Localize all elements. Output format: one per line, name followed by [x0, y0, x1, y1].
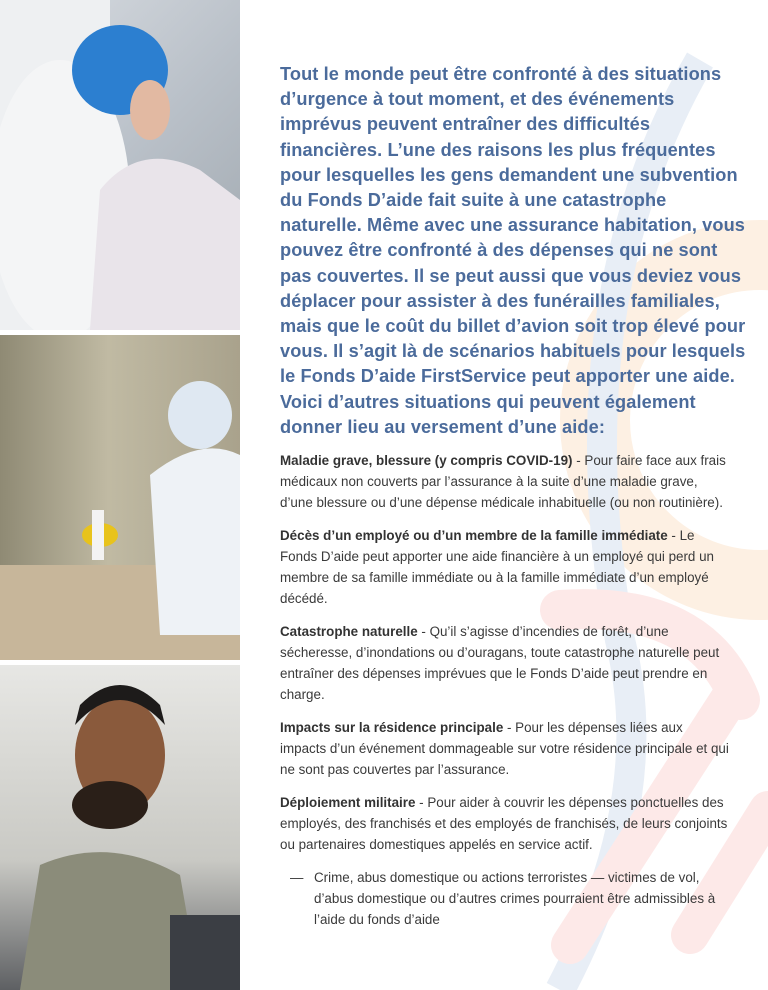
situation-title: Impacts sur la résidence principale: [280, 720, 504, 736]
situation-item: [280, 525, 732, 609]
situation-item: [280, 621, 732, 705]
situation-text: - Le Fonds D’aide peut apporter une aide financière à un employé qui perd un membre de sa famille immédiate ou à la famille immédiate d’un employé décédé.: [280, 528, 714, 607]
situation-text: - Pour aider à couvrir les dépenses ponctuelles des employés, des franchisés et des employés de franchisés, de leurs conjoints ou partenaires domestiques appelés en service actif.: [280, 795, 728, 853]
situation-title: Décès d’un employé ou d’un membre de la famille immédiate: [280, 528, 668, 544]
situation-text: - Pour faire face aux frais médicaux non couverts par l’assurance à la suite d’une maladie grave, d’une blessure ou d’une dépense médicale inhabituelle (ou non routinière).: [280, 453, 726, 511]
patient-in-hospital-bed-photo: [0, 0, 240, 330]
situation-title: Déploiement militaire: [280, 795, 416, 811]
situation-item: [280, 792, 732, 855]
worried-man-photo: [0, 665, 240, 990]
mold-cleaning-worker-photo: [0, 335, 240, 660]
situation-text: - Qu’il s’agisse d’incendies de forêt, d’une sécheresse, d’inondations ou d’ouragans, toute catastrophe naturelle peut entraîner des dépenses imprévues que le Fonds D’aide peut prendre en charge.: [280, 624, 720, 703]
situation-text: - Pour les dépenses liées aux impacts d’un événement dommageable sur votre résidence principale et qui ne sont pas couvertes par l’assurance.: [280, 720, 729, 778]
situation-title: Maladie grave, blessure (y compris COVID-19): [280, 453, 573, 469]
article-content: [280, 62, 752, 930]
bullet-text: Crime, abus domestique ou actions terroristes — victimes de vol, d’abus domestique ou d’autres crimes pourraient être admissibles à l’aide du fonds d’aide: [314, 870, 716, 928]
situation-item: [280, 450, 732, 513]
bullet-item: [290, 867, 730, 930]
photo-column: [0, 0, 240, 990]
situation-item: [280, 717, 732, 780]
dash-marker: —: [290, 870, 304, 886]
situation-title: Catastrophe naturelle: [280, 624, 418, 640]
intro-paragraph: Tout le monde peut être confronté à des situations d’urgence à tout moment, et des événements imprévus peuvent entraîner des difficultés financières. L’une des raisons les plus fréquentes pour lesquelles les gens demandent une subvention du Fonds D’aide fait suite à une catastrophe naturelle. Même avec une assurance habitation, vous pouvez être confronté à des dépenses qui ne sont pas couvertes. Il se peut aussi que vous deviez vous déplacer pour assister à des funérailles familiales, mais que le coût du billet d’avion soit trop élevé pour vous. Il s’agit là de scénarios habituels pour lesquels le Fonds D’aide FirstService peut apporter une aide. Voici d’autres situations qui peuvent également donner lieu au versement d’une aide:: [280, 64, 746, 437]
